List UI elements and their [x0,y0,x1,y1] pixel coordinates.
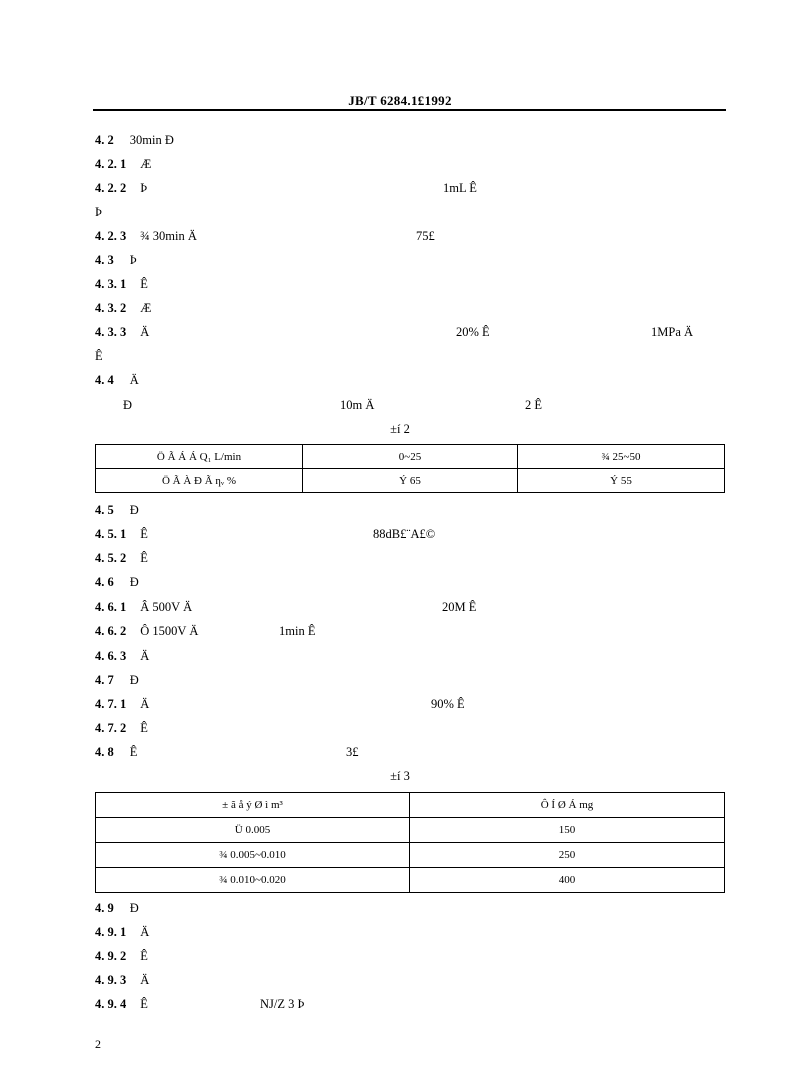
clause-number: 4. 8 [95,745,114,759]
document-header: JB/T 6284.1£1992 [348,93,452,108]
clause-number: 4. 7. 2 [95,721,127,735]
clause-4-9-3 [95,973,149,988]
table-cell: Ö Ã Á Á Q₁ L/min [96,445,303,469]
table-2-caption: ±í 2 [390,422,410,436]
clause-4-6-1 [95,600,192,615]
clause-4-3-2 [95,301,151,316]
table-2 [95,444,725,493]
clause-number: 4. 2. 3 [95,229,127,243]
clause-4-6 [95,575,139,590]
clause-4-2 [95,133,174,148]
clause-text: Ê [140,551,148,565]
clause-number: 4. 6. 1 [95,600,127,614]
clause-text: Â 500V Ä [140,600,193,614]
clause-text: Ê [140,721,148,735]
table-cell: Ü 0.005 [96,818,410,843]
table-row [96,469,725,493]
table-cell: ¾ 0.010~0.020 [96,868,410,893]
clause-4-3-3 [95,325,149,340]
table-cell: Ý 55 [518,469,725,493]
clause-4-6-2 [95,624,198,639]
clause-4-3-3-tail: 20% Ê [456,325,490,339]
clause-4-2-1 [95,157,151,172]
table-cell: ¾ 25~50 [518,445,725,469]
clause-4-4 [95,373,139,388]
clause-4-2-3 [95,229,197,244]
table-row [96,843,725,868]
clause-4-7 [95,673,139,688]
table-cell: 400 [410,868,725,893]
table-row [96,818,725,843]
clause-number: 4. 2. 1 [95,157,127,171]
clause-text: Ä [140,973,150,987]
table-row [96,445,725,469]
table-cell: Ö Ã À Ð Ã ƞᵥ % [96,469,303,493]
clause-4-7-1 [95,697,149,712]
clause-number: 4. 4 [95,373,114,387]
clause-number: 4. 2 [95,133,114,147]
table-cell: ¾ 0.005~0.010 [96,843,410,868]
clause-text: Ê [129,745,138,759]
clause-text: ¾ 30min Ä [140,229,197,243]
clause-text: Ê [140,527,148,541]
clause-number: 4. 6. 2 [95,624,127,638]
clause-4-5-1-tail: 88dB£¨A£© [373,527,436,541]
clause-4-9-4 [95,997,148,1012]
table-header-row [96,793,725,818]
table-cell: 250 [410,843,725,868]
clause-4-6-3 [95,649,149,664]
table-cell: Ý 65 [303,469,518,493]
clause-text: Þ [140,181,148,195]
header-rule [93,109,726,111]
clause-4-9-4-tail: NJ/Z 3 Þ [260,997,305,1011]
clause-text: Ä [129,373,139,387]
clause-4-8-tail: 3£ [346,745,359,759]
clause-continuation: Þ [95,205,102,219]
clause-text: Ð [129,901,139,915]
clause-number: 4. 7 [95,673,114,687]
clause-4-3-3-tail-2: 1MPa Ä [651,325,694,339]
page-number: 2 [95,1037,101,1051]
clause-4-5 [95,503,139,518]
clause-number: 4. 5. 2 [95,551,127,565]
clause-text: 30min Ð [129,133,174,147]
paragraph-4-4-tail: 10m Ä [340,398,375,412]
clause-number: 4. 9. 2 [95,949,127,963]
clause-4-2-3-tail: 75£ [416,229,435,243]
clause-text: Ð [129,575,139,589]
clause-4-3-1 [95,277,148,292]
clause-4-5-1 [95,527,148,542]
clause-number: 4. 3. 1 [95,277,127,291]
clause-4-7-1-tail: 90% Ê [431,697,465,711]
clause-number: 4. 2. 2 [95,181,127,195]
table-header-cell: Ô Í Ø Á mg [410,793,725,818]
clause-number: 4. 3. 2 [95,301,127,315]
table-row [96,868,725,893]
clause-4-7-2 [95,721,148,736]
clause-number: 4. 9. 4 [95,997,127,1011]
clause-number: 4. 3 [95,253,114,267]
clause-4-5-2 [95,551,148,566]
clause-number: 4. 6. 3 [95,649,127,663]
clause-number: 4. 3. 3 [95,325,127,339]
clause-text: Ê [140,949,148,963]
clause-text: Æ [140,301,152,315]
table-3-caption: ±í 3 [390,769,410,783]
clause-4-8 [95,745,137,760]
clause-4-6-1-tail: 20M Ê [442,600,477,614]
clause-text: Ä [140,325,150,339]
clause-number: 4. 9. 1 [95,925,127,939]
clause-number: 4. 9. 3 [95,973,127,987]
clause-4-3 [95,253,137,268]
clause-number: 4. 6 [95,575,114,589]
clause-number: 4. 9 [95,901,114,915]
clause-text: Ê [140,277,148,291]
clause-text: Ä [140,925,150,939]
clause-text: Æ [140,157,152,171]
clause-4-2-2 [95,181,147,196]
paragraph-4-4-tail-2: 2 Ê [525,398,543,412]
clause-text: Ê [140,997,148,1011]
clause-4-2-2-tail: 1mL Ê [443,181,477,195]
table-3 [95,792,725,893]
clause-number: 4. 5. 1 [95,527,127,541]
table-header-cell: ± ã å ý Ø ì m³ [96,793,410,818]
table-cell: 0~25 [303,445,518,469]
clause-4-9-1 [95,925,149,940]
paragraph-4-4: Ð [123,398,133,412]
clause-4-6-2-tail: 1min Ê [279,624,316,638]
clause-number: 4. 7. 1 [95,697,127,711]
clause-text: Þ [129,253,137,267]
clause-4-9 [95,901,139,916]
clause-text: Ð [129,503,139,517]
clause-continuation: Ê [95,349,103,363]
clause-number: 4. 5 [95,503,114,517]
clause-text: Ä [140,697,150,711]
clause-text: Ä [140,649,150,663]
clause-4-9-2 [95,949,148,964]
clause-text: Ô 1500V Ä [140,624,199,638]
clause-text: Ð [129,673,139,687]
table-cell: 150 [410,818,725,843]
